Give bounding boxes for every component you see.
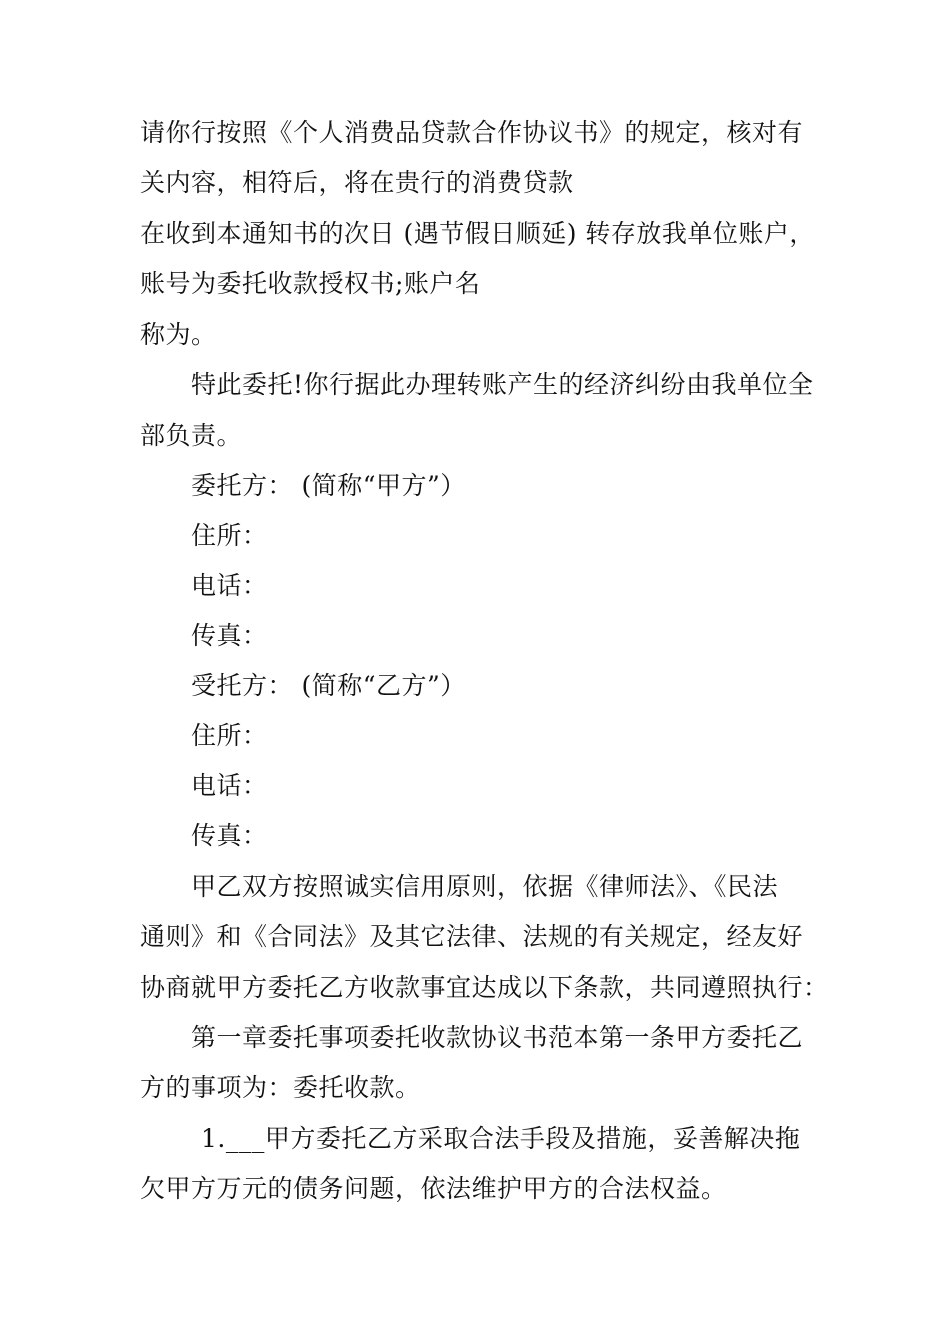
party-b-address: 住所： <box>191 721 268 750</box>
party-b-label: 受托方： (简称“乙方”） <box>191 671 466 700</box>
paragraph-line: 关内容，相符后，将在贵行的消费贷款 <box>140 168 574 197</box>
party-b-phone: 电话： <box>191 771 268 800</box>
chapter-heading-line: 第一章委托事项委托收款协议书范本第一条甲方委托乙 <box>191 1023 804 1052</box>
paragraph-line: 在收到本通知书的次日 (遇节假日顺延) 转存放我单位账户， <box>140 219 815 248</box>
party-b-fax: 传真： <box>191 821 268 850</box>
paragraph-line: 方的事项为：委托收款。 <box>140 1073 421 1102</box>
paragraph-line: 欠甲方万元的债务问题，依法维护甲方的合法权益。 <box>140 1174 727 1203</box>
paragraph-line: 协商就甲方委托乙方收款事宜达成以下条款，共同遵照执行： <box>140 973 829 1002</box>
party-a-address: 住所： <box>191 521 268 550</box>
paragraph-line: 部负责。 <box>140 421 243 450</box>
paragraph-line: 称为。 <box>140 320 217 349</box>
party-a-label: 委托方： (简称“甲方”） <box>191 471 466 500</box>
party-a-fax: 传真： <box>191 621 268 650</box>
paragraph-line: 请你行按照《个人消费品贷款合作协议书》的规定，核对有 <box>140 118 804 147</box>
paragraph-line: 账号为委托收款授权书;账户名 <box>140 269 481 298</box>
paragraph-line: 特此委托!你行据此办理转账产生的经济纠纷由我单位全 <box>191 370 814 399</box>
paragraph-line: 通则》和《合同法》及其它法律、法规的有关规定，经友好 <box>140 922 804 951</box>
party-a-phone: 电话： <box>191 571 268 600</box>
numbered-clause-line: 1.___甲方委托乙方采取合法手段及措施，妥善解决拖 <box>201 1124 801 1153</box>
paragraph-line: 甲乙双方按照诚实信用原则，依据《律师法》、《民法 <box>191 872 779 901</box>
